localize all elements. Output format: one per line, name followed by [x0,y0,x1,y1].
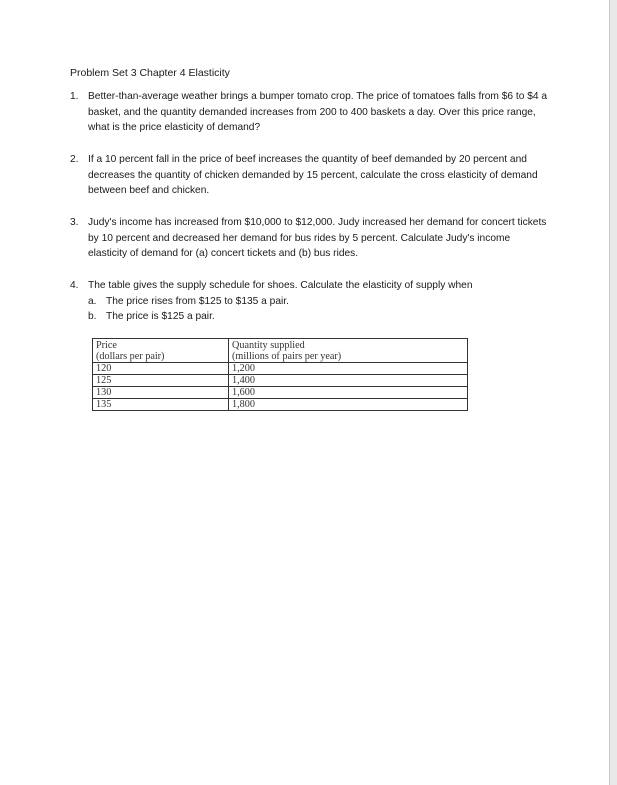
table-row [93,399,468,411]
question-text: Judy's income has increased from $10,000 to $12,000. Judy increased her demand for concert tickets by 10 percent and decreased her demand for bus rides by 5 percent. Calculate Judy's income elasticity of demand for (a) concert tickets and (b) bus rides. [88,217,547,259]
table-header-row [93,351,468,363]
table-cell: 1,800 [229,399,468,411]
question-3 [70,215,550,262]
table-cell: 130 [93,387,229,399]
subitem-a [88,294,550,310]
table-cell: 1,600 [229,387,468,399]
header-cell-price-unit: (dollars per pair) [93,351,229,363]
subitem-text: The price rises from $125 to $135 a pair. [106,295,289,307]
question-text: The table gives the supply schedule for shoes. Calculate the elasticity of supply when [88,280,473,291]
viewer-gutter [610,0,617,785]
question-number: 4. [70,280,79,291]
question-2 [70,152,550,199]
subitem-letter: a. [88,295,97,307]
question-text: Better-than-average weather brings a bumper tomato crop. The price of tomatoes falls from $6 to $4 a basket, and the quantity demanded increases from 200 to 400 baskets a day. Over this price range, what is the price elasticity of demand? [88,91,548,133]
header-cell-quantity-unit: (millions of pairs per year) [229,351,468,363]
table-row [93,375,468,387]
table-row [93,363,468,375]
table-cell: 120 [93,363,229,375]
table-cell: 1,200 [229,363,468,375]
question-number: 1. [70,91,79,102]
question-text: If a 10 percent fall in the price of beef increases the quantity of beef demanded by 20 percent and decreases the quantity of chicken demanded by 15 percent, calculate the cross elasticity of demand between beef and chicken. [88,154,538,196]
table-cell: 125 [93,375,229,387]
question-1 [70,89,550,136]
table-cell: 1,400 [229,375,468,387]
subitem-b [88,309,550,325]
question-number: 3. [70,217,79,228]
supply-table [92,338,468,411]
question-4 [70,278,550,325]
question-number: 2. [70,154,79,165]
document-title: Problem Set 3 Chapter 4 Elasticity [70,67,230,79]
subitem-letter: b. [88,311,97,322]
subitem-text: The price is $125 a pair. [106,311,215,322]
table-header-row [93,339,468,352]
header-cell-price: Price [93,339,229,352]
table-row [93,387,468,399]
header-cell-quantity: Quantity supplied [229,339,468,352]
table-cell: 135 [93,399,229,411]
